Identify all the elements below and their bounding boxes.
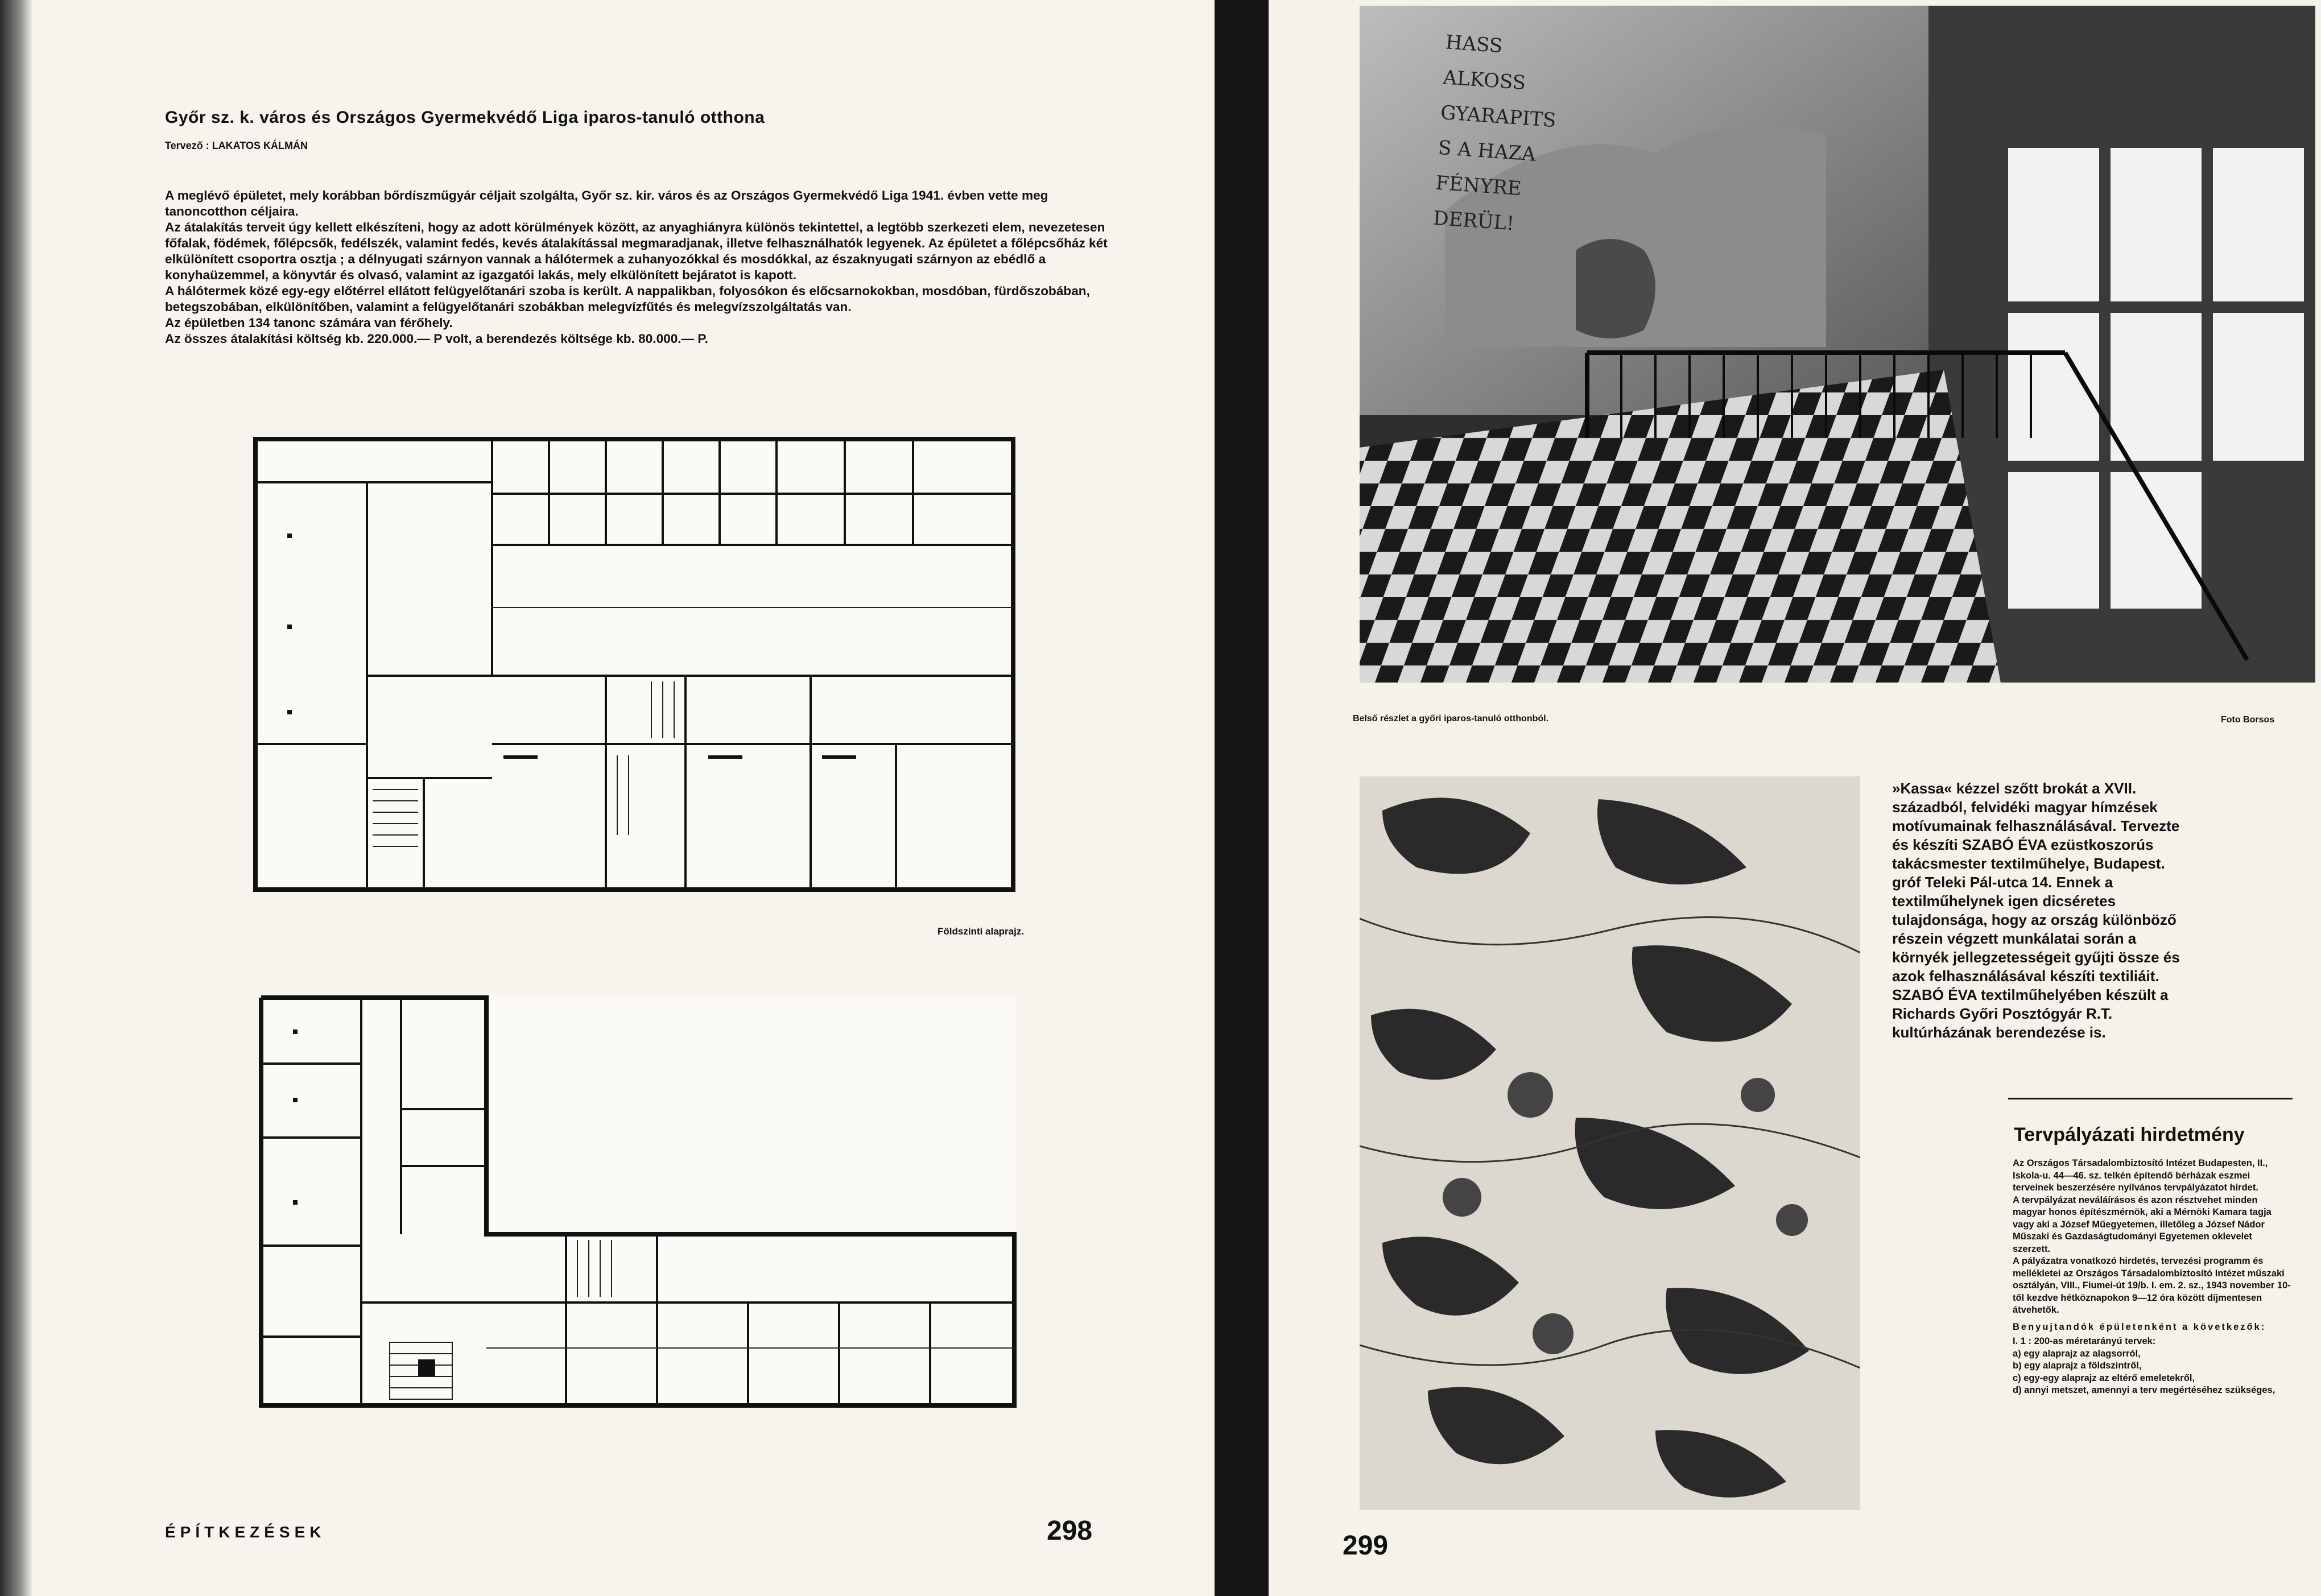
paragraph: Az épületben 134 tanonc számára van férőhely. [165, 316, 453, 330]
textile-pattern-drawing [1360, 776, 1860, 1510]
paragraph: SZABÓ ÉVA textilműhelyében készült a Richards Győri Posztógyár R.T. kultúrházának berendezése is. [1892, 986, 2169, 1041]
notice-rule [2008, 1098, 2293, 1099]
notice-body [2013, 1157, 2291, 1397]
article-body [165, 188, 1121, 347]
paragraph: A tervpályázat neváláírásos és azon résztvehet minden magyar honos építészmérnök, aki a Mérnöki Kamara tagja vagy aki a József Műegyetemen, illetőleg a József Nádor Műszaki és Gazdaságtudományi Egyetemen oklevelet szerzett. [2013, 1194, 2272, 1254]
list-item: c) egy-egy alaprajz az eltérő emeletekről, [2013, 1372, 2195, 1383]
notice-title: Tervpályázati hirdetmény [2014, 1124, 2245, 1146]
paragraph: A meglévő épületet, mely korábban bőrdíszműgyár céljait szolgálta, Győr sz. kir. város és az Országos Gyermekvédő Liga 1941. évben vette meg tanoncotthon céljaira. [165, 188, 1048, 218]
mural-line: GYARAPITS [1440, 101, 1557, 133]
upper-floor-plan-drawing [259, 995, 1017, 1408]
mural-line: DERÜL! [1432, 206, 1515, 235]
photo-caption: Belső részlet a győri iparos-tanuló otthonból. [1353, 714, 1549, 723]
paragraph: Az Országos Társadalombiztosító Intézet Budapesten, II., Iskola-u. 44—46. sz. telkén építendő bérházak eszmei terveinek beszerzésére nyilvános tervpályázatot hirdet. [2013, 1158, 2268, 1193]
list-item: a) egy alaprajz az alagsorról, [2013, 1348, 2141, 1359]
mural-line: FÉNYRE [1435, 171, 1522, 201]
photo-credit: Foto Borsos [2221, 715, 2275, 725]
textile-photo [1360, 776, 1860, 1510]
right-page [1269, 0, 2321, 1596]
mural-line: S A HAZA [1437, 136, 1537, 166]
paragraph: Az átalakítás terveit úgy kellett elkészíteni, hogy az adott körülmények között, az anyaghiányra különös tekintettel, a legtöbb szerkezeti elem, nevezetesen főfalak, födémek, főlépcsők, fedélszék, valamint fedés, kevés átalakítással megmaradjanak, illetve felhasználhatók legyenek. Az épületet a főlépcsőház két elkülönített csoportra osztja ; a délnyugati szárnyon vannak a hálótermek a zuhanyozókkal és mosdókkal, az északnyugati szárnyon az ebédlő a konyhaüzemmel, a könyvtár és olvasó, valamint az igazgatói lakás, mely elkülönített bejáratot is kapott. [165, 220, 1108, 282]
mural-line: ALKOSS [1442, 66, 1527, 95]
book-gutter [1215, 0, 1269, 1596]
paragraph: A pályázatra vonatkozó hirdetés, tervezési programm és mellékletei az Országos Társadalombiztosító Intézet műszaki osztályán, VIII., Fiumei-út 19/b. I. em. 2. sz., 1943 november 10-től kezdve hétköznapokon 9—12 óra között díjmentesen átvehetők. [2013, 1256, 2291, 1315]
paragraph: Az összes átalakítási költség kb. 220.000.— P volt, a berendezés költsége kb. 80.000.— P. [165, 332, 708, 346]
ground-floor-plan [253, 437, 1015, 892]
ground-floor-plan-drawing [253, 437, 1015, 892]
list-item: b) egy alaprajz a földszintről, [2013, 1361, 2142, 1371]
staircase-photo [1360, 6, 2315, 683]
paragraph: A hálótermek közé egy-egy előtérrel ellátott felügyelőtanári szoba is került. A nappalikban, folyosókon és előcsarnokokban, mosdóban, fürdőszobában, betegszobában, elkülönítőben, valamint a felügyelőtanári szobákban melegvízfűtés és melegvízszolgáltatás van. [165, 284, 1090, 314]
list-item: d) annyi metszet, amennyi a terv megértéséhez szükséges, [2013, 1385, 2275, 1395]
magazine-name: ÉPÍTKEZÉSEK [165, 1523, 326, 1541]
page-number: 299 [1343, 1531, 1389, 1561]
list-item: I. 1 : 200-as méretarányú tervek: [2013, 1336, 2156, 1346]
textile-description [1892, 779, 2188, 1042]
article-designer: Tervező : LAKATOS KÁLMÁN [165, 140, 308, 151]
page-edge-shadow [0, 0, 33, 1596]
mural-text [1432, 24, 1562, 243]
page-number: 298 [1047, 1516, 1093, 1546]
paragraph: »Kassa« kézzel szőtt brokát a XVII. századból, felvidéki magyar hímzések motívumainak felhasználásával. Tervezte és készíti SZABÓ ÉVA ezüstkoszorús takácsmester textilműhelye, Budapest. gróf Teleki Pál-utca 14. Ennek a textilműhelynek igen dicséretes tulajdonsága, hogy az ország különböző részein végzett munkálatai során a környék jellegzetességeit gyűjti össze és azok felhasználásával készíti textiliáit. [1892, 780, 2180, 985]
mural-line: HASS [1444, 31, 1504, 58]
upper-floor-plan [259, 995, 1017, 1408]
notice-list [2013, 1335, 2291, 1397]
article-title: Győr sz. k. város és Országos Gyermekvédő Liga iparos-tanuló otthona [165, 108, 765, 127]
notice-sub-heading: Benyujtandók épületenként a következők: [2013, 1321, 2266, 1332]
ground-plan-caption: Földszinti alaprajz. [938, 926, 1025, 937]
